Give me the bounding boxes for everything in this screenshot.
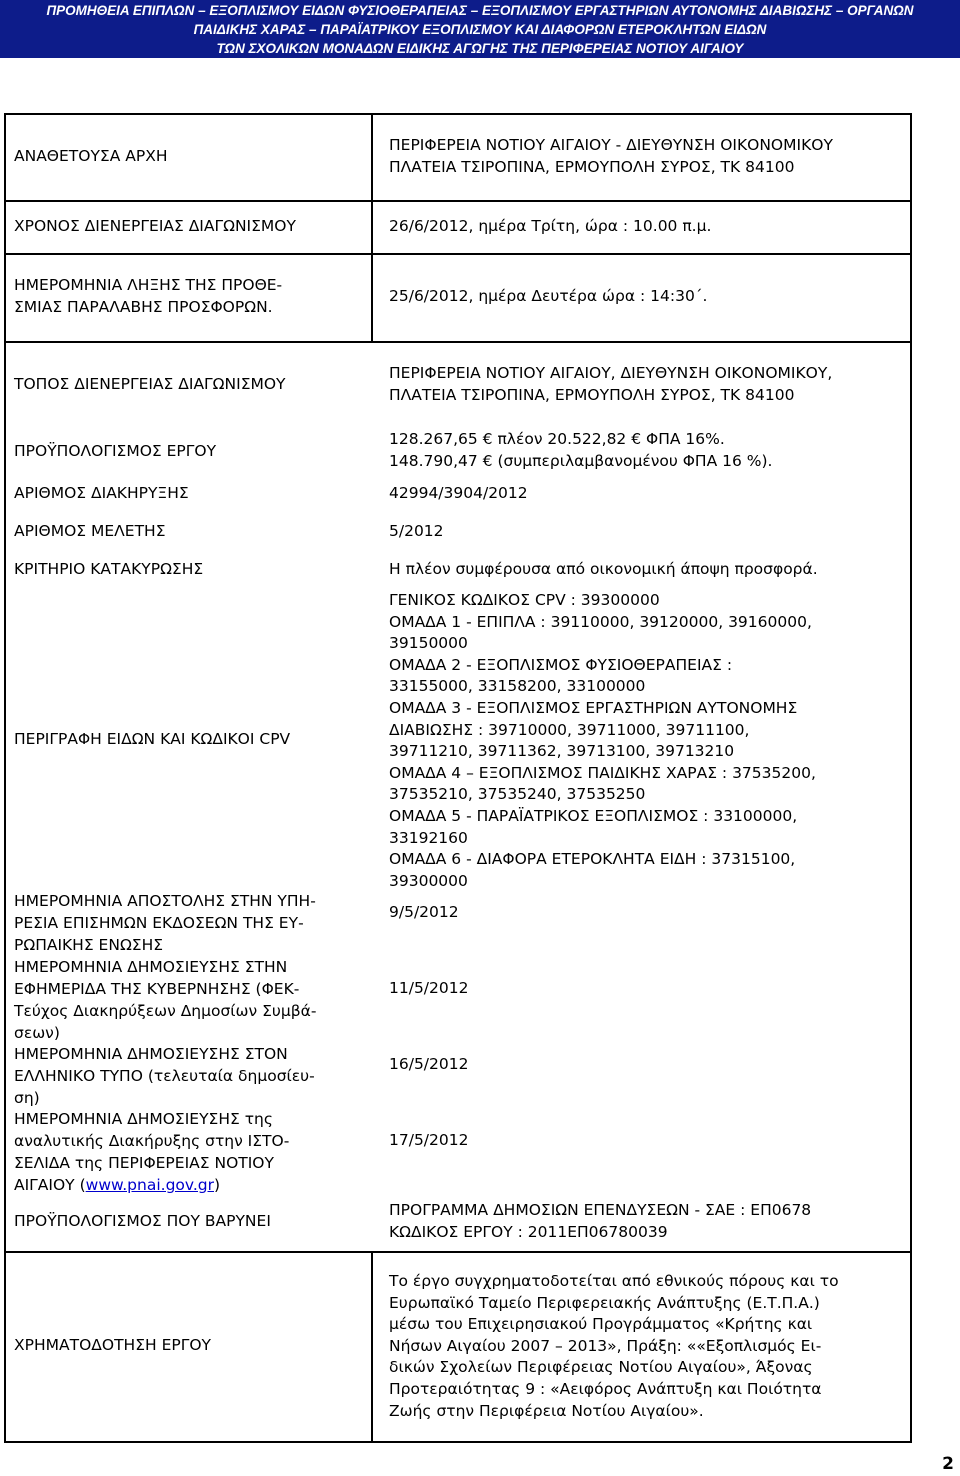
table-border-mid-top: [371, 113, 373, 342]
gazette-label-line1: ΗΜΕΡΟΜΗΝΙΑ ΔΗΜΟΣΙΕΥΣΗΣ ΣΤΗΝ: [14, 958, 288, 976]
header-line-1: ΠΡΟΜΗΘΕΙΑ ΕΠΙΠΛΩΝ – ΕΞΟΠΛΙΣΜΟΥ ΕΙΔΩΝ ΦΥΣΙΟΘΕΡΑΠΕΙΑΣ – ΕΞΟΠΛΙΣΜΟΥ ΕΡΓΑΣΤΗΡΙΩΝ ΑΥΤΟΝΟΜΗΣ ΔΙΑΒΙΩΣΗΣ – ΟΡΓΑΝΩΝ: [46, 3, 914, 18]
tender-time-value: 26/6/2012, ημέρα Τρίτη, ώρα : 10.00 π.μ.: [389, 217, 712, 235]
budget-value-line1: 128.267,65 € πλέον 20.522,82 € ΦΠΑ 16%.: [389, 430, 725, 448]
budget-charge-label: ΠΡΟΫΠΟΛΟΓΙΣΜΟΣ ΠΟΥ ΒΑΡΥΝΕΙ: [14, 1212, 271, 1230]
cpv-line: ΟΜΑΔΑ 2 - ΕΞΟΠΛΙΣΜΟΣ ΦΥΣΙΟΘΕΡΑΠΕΙΑΣ :: [389, 655, 733, 674]
place-label: ΤΟΠΟΣ ΔΙΕΝΕΡΓΕΙΑΣ ΔΙΑΓΩΝΙΣΜΟΥ: [14, 375, 286, 393]
cpv-line: 33192160: [389, 828, 468, 847]
authority-value-line2: ΠΛΑΤΕΙΑ ΤΣΙΡΟΠΙΝΑ, ΕΡΜΟΥΠΟΛΗ ΣΥΡΟΣ, ΤΚ 84100: [389, 158, 795, 176]
press-label-line1: ΗΜΕΡΟΜΗΝΙΑ ΔΗΜΟΣΙΕΥΣΗΣ ΣΤΟΝ: [14, 1045, 288, 1063]
notice-number-value: 42994/3904/2012: [389, 484, 528, 502]
cpv-line: ΓΕΝΙΚΟΣ ΚΩΔΙΚΟΣ CPV : 39300000: [389, 591, 660, 609]
authority-value-line1: ΠΕΡΙΦΕΡΕΙΑ ΝΟΤΙΟΥ ΑΙΓΑΙΟΥ - ΔΙΕΥΘΥΝΣΗ ΟΙΚΟΝΟΜΙΚΟΥ: [389, 136, 833, 154]
table-border-top: [4, 113, 911, 115]
cpv-line: ΟΜΑΔΑ 5 - ΠΑΡΑΪΑΤΡΙΚΟΣ ΕΞΟΠΛΙΣΜΟΣ : 33100000,: [389, 806, 798, 825]
table-border-bottom: [4, 1441, 911, 1443]
table-border-r3: [4, 341, 911, 343]
table-border-left: [4, 113, 6, 1443]
funding-text: [389, 1271, 839, 1422]
cpv-list: [389, 590, 816, 892]
budget-label: ΠΡΟΫΠΟΛΟΓΙΣΜΟΣ ΕΡΓΟΥ: [14, 442, 217, 460]
place-value-line2: ΠΛΑΤΕΙΑ ΤΣΙΡΟΠΙΝΑ, ΕΡΜΟΥΠΟΛΗ ΣΥΡΟΣ, ΤΚ 84100: [389, 386, 795, 404]
eu-dispatch-label-line3: ΡΩΠΑΙΚΗΣ ΕΝΩΣΗΣ: [14, 936, 164, 954]
press-label-line3: ση): [14, 1089, 40, 1107]
criterion-value: Η πλέον συμφέρουσα από οικονομική άποψη προσφορά.: [389, 560, 818, 578]
website-label-prefix: ΑΙΓΑΙΟΥ (: [14, 1176, 86, 1194]
deadline-label-line1: ΗΜΕΡΟΜΗΝΙΑ ΛΗΞΗΣ ΤΗΣ ΠΡΟΘΕ-: [14, 276, 283, 294]
website-label-line4: [14, 1175, 220, 1197]
press-value: 16/5/2012: [389, 1055, 469, 1073]
cpv-line: 39300000: [389, 871, 468, 890]
place-value-line1: ΠΕΡΙΦΕΡΕΙΑ ΝΟΤΙΟΥ ΑΙΓΑΙΟΥ, ΔΙΕΥΘΥΝΣΗ ΟΙΚΟΝΟΜΙΚΟΥ,: [389, 364, 833, 382]
header-line-2: ΠΑΙΔΙΚΗΣ ΧΑΡΑΣ – ΠΑΡΑΪΑΤΡΙΚΟΥ ΕΞΟΠΛΙΣΜΟΥ ΚΑΙ ΔΙΑΦΟΡΩΝ ΕΤΕΡΟΚΛΗΤΩΝ ΕΙΔΩΝ: [193, 22, 767, 37]
authority-label: ΑΝΑΘΕΤΟΥΣΑ ΑΡΧΗ: [14, 147, 168, 165]
website-value: 17/5/2012: [389, 1131, 469, 1149]
budget-charge-value-line1: ΠΡΟΓΡΑΜΜΑ ΔΗΜΟΣΙΩΝ ΕΠΕΝΔΥΣΕΩΝ - ΣΑΕ : ΕΠ0678: [389, 1201, 812, 1219]
funding-line: δικών Σχολείων Περιφέρειας Νοτίου Αιγαίου», Άξονας: [389, 1358, 813, 1377]
table-border-r1: [4, 200, 911, 202]
cpv-line: ΟΜΑΔΑ 4 – ΕΞΟΠΛΙΣΜΟΣ ΠΑΙΔΙΚΗΣ ΧΑΡΑΣ : 37535200,: [389, 763, 816, 782]
funding-line: Νήσων Αιγαίου 2007 – 2013», Πράξη: ««Εξοπλισμός Ει-: [389, 1336, 822, 1355]
budget-value-line2: 148.790,47 € (συμπεριλαμβανομένου ΦΠΑ 16 %).: [389, 452, 773, 470]
cpv-line: 37535210, 37535240, 37535250: [389, 785, 646, 804]
website-link[interactable]: www.pnai.gov.gr: [85, 1176, 214, 1194]
deadline-value: 25/6/2012, ημέρα Δευτέρα ώρα : 14:30΄.: [389, 287, 708, 305]
website-label-line2: αναλυτικής Διακήρυξης στην ΙΣΤΟ-: [14, 1132, 290, 1150]
gazette-value: 11/5/2012: [389, 979, 469, 997]
cpv-line: ΟΜΑΔΑ 3 - ΕΞΟΠΛΙΣΜΟΣ ΕΡΓΑΣΤΗΡΙΩΝ ΑΥΤΟΝΟΜΗΣ: [389, 698, 798, 717]
funding-line: Το έργο συγχρηματοδοτείται από εθνικούς πόρους και το: [389, 1272, 839, 1290]
gazette-label-line3: Τεύχος Διακηρύξεων Δημοσίων Συμβά-: [14, 1002, 317, 1020]
table-border-r2: [4, 253, 911, 255]
eu-dispatch-label-line2: ΡΕΣΙΑ ΕΠΙΣΗΜΩΝ ΕΚΔΟΣΕΩΝ ΤΗΣ ΕΥ-: [14, 914, 304, 932]
notice-number-label: ΑΡΙΘΜΟΣ ΔΙΑΚΗΡΥΞΗΣ: [14, 484, 189, 502]
eu-dispatch-label-line1: ΗΜΕΡΟΜΗΝΙΑ ΑΠΟΣΤΟΛΗΣ ΣΤΗΝ ΥΠΗ-: [14, 892, 316, 910]
table-border-right: [910, 113, 912, 1443]
study-number-label: ΑΡΙΘΜΟΣ ΜΕΛΕΤΗΣ: [14, 522, 166, 540]
document-header: [0, 0, 960, 58]
tender-time-label: ΧΡΟΝΟΣ ΔΙΕΝΕΡΓΕΙΑΣ ΔΙΑΓΩΝΙΣΜΟΥ: [14, 217, 296, 235]
cpv-line: 39150000: [389, 634, 468, 653]
website-label-line3: ΣΕΛΙΔΑ της ΠΕΡΙΦΕΡΕΙΑΣ ΝΟΤΙΟΥ: [14, 1154, 274, 1172]
cpv-label: ΠΕΡΙΓΡΑΦΗ ΕΙΔΩΝ ΚΑΙ ΚΩΔΙΚΟΙ CPV: [14, 730, 291, 748]
cpv-line: ΔΙΑΒΙΩΣΗΣ : 39710000, 39711000, 39711100,: [389, 720, 750, 739]
funding-label: ΧΡΗΜΑΤΟΔΟΤΗΣΗ ΕΡΓΟΥ: [14, 1336, 212, 1354]
study-number-value: 5/2012: [389, 522, 444, 540]
criterion-label: ΚΡΙΤΗΡΙΟ ΚΑΤΑΚΥΡΩΣΗΣ: [14, 560, 204, 578]
gazette-label-line4: σεων): [14, 1024, 60, 1042]
eu-dispatch-value: 9/5/2012: [389, 903, 459, 921]
header-line-3: ΤΩΝ ΣΧΟΛΙΚΩΝ ΜΟΝΑΔΩΝ ΕΙΔΙΚΗΣ ΑΓΩΓΗΣ ΤΗΣ ΠΕΡΙΦΕΡΕΙΑΣ ΝΟΤΙΟΥ ΑΙΓΑΙΟΥ: [216, 41, 744, 56]
funding-line: Προτεραιότητας 9 : «Αειφόρος Ανάπτυξη και Ποιότητα: [389, 1379, 822, 1398]
cpv-line: 39711210, 39711362, 39713100, 39713210: [389, 742, 735, 761]
website-label-line1: ΗΜΕΡΟΜΗΝΙΑ ΔΗΜΟΣΙΕΥΣΗΣ της: [14, 1110, 273, 1128]
funding-line: Ζωής στην Περιφέρεια Νοτίου Αιγαίου».: [389, 1401, 704, 1420]
table-border-r4: [4, 1251, 911, 1253]
funding-line: Ευρωπαϊκό Ταμείο Περιφερειακής Ανάπτυξης (Ε.Τ.Π.Α.): [389, 1293, 820, 1312]
cpv-line: ΟΜΑΔΑ 6 - ΔΙΑΦΟΡΑ ΕΤΕΡΟΚΛΗΤΑ ΕΙΔΗ : 37315100,: [389, 850, 796, 869]
cpv-line: ΟΜΑΔΑ 1 - ΕΠΙΠΛΑ : 39110000, 39120000, 39160000,: [389, 612, 812, 631]
cpv-line: 33155000, 33158200, 33100000: [389, 677, 646, 696]
table-border-mid-bottom: [371, 1251, 373, 1442]
press-label-line2: ΕΛΛΗΝΙΚΟ ΤΥΠΟ (τελευταία δημοσίευ-: [14, 1067, 315, 1085]
page-number: 2: [942, 1454, 954, 1474]
gazette-label-line2: ΕΦΗΜΕΡΙΔΑ ΤΗΣ ΚΥΒΕΡΝΗΣΗΣ (ΦΕΚ-: [14, 980, 300, 998]
funding-line: μέσω του Επιχειρησιακού Προγράμματος «Κρήτης και: [389, 1315, 813, 1334]
deadline-label-line2: ΣΜΙΑΣ ΠΑΡΑΛΑΒΗΣ ΠΡΟΣΦΟΡΩΝ.: [14, 298, 273, 316]
website-label-suffix: ): [214, 1176, 221, 1194]
budget-charge-value-line2: ΚΩΔΙΚΟΣ ΕΡΓΟΥ : 2011ΕΠ06780039: [389, 1223, 668, 1241]
